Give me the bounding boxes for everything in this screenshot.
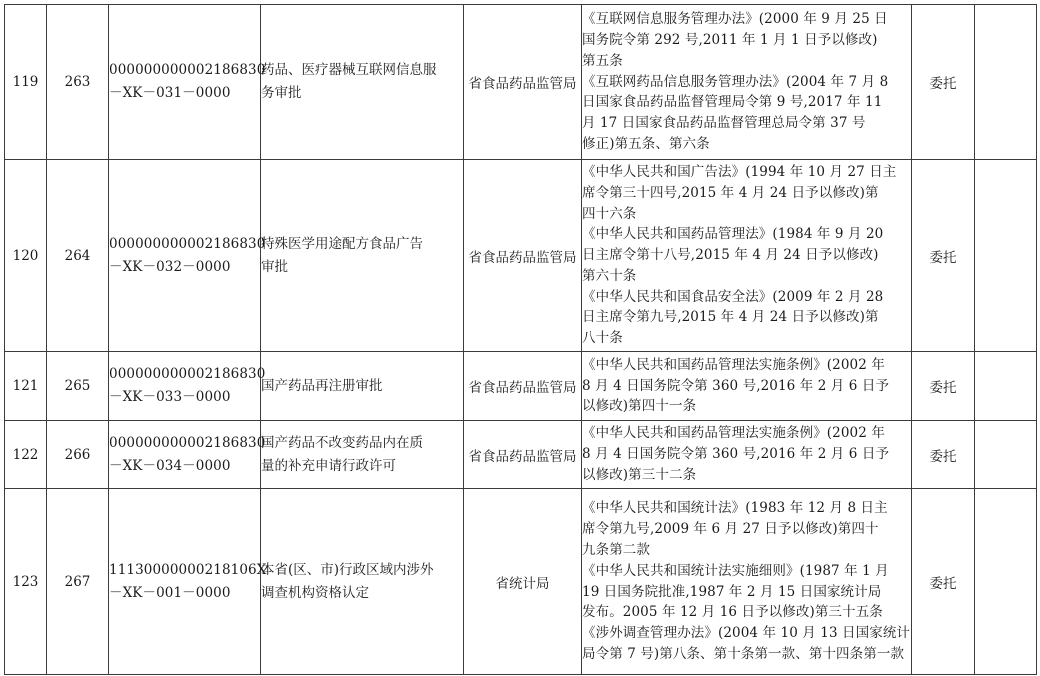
item-name-cell [261, 489, 464, 675]
department-cell [464, 160, 582, 352]
table-row [5, 421, 1037, 489]
item-code-cell [109, 160, 266, 352]
table-row [5, 160, 1037, 352]
legal-basis-line: 局令第 7 号)第八条、第十条第一款、第十四条第一款 [582, 645, 905, 662]
item-code-line: 000000000002186830 [109, 434, 266, 451]
item-code-line: －XK－001－0000 [109, 584, 231, 601]
seq-number: 122 [12, 446, 39, 463]
legal-basis-cell [582, 421, 912, 489]
legal-basis-cell [582, 5, 912, 160]
legal-basis-line: 发布。2005 年 12 月 16 日予以修改)第三十五条 [582, 604, 883, 621]
seq-number: 123 [12, 573, 39, 590]
action-cell [912, 352, 975, 421]
seq-cell [5, 160, 47, 352]
item-number: 263 [64, 74, 91, 90]
item-code-line: 000000000002186830 [109, 62, 266, 78]
legal-basis-line: 月 17 日国家食品药品监督管理总局令第 37 号 [582, 115, 866, 132]
item-code-line: －XK－031－0000 [109, 85, 231, 101]
item-name-line: 量的补充申请行政许可 [261, 457, 396, 474]
item-name-cell [261, 5, 464, 160]
item-code-cell [109, 489, 267, 675]
department-cell [464, 489, 582, 675]
legal-basis-cell [582, 489, 912, 675]
item-number: 265 [64, 378, 91, 394]
seq-number: 121 [12, 378, 39, 394]
legal-basis-line: 8 月 4 日国务院令第 360 号,2016 年 2 月 6 日予 [582, 446, 890, 463]
legal-basis-cell [582, 352, 912, 421]
legal-basis-line: 修正)第五条、第六条 [582, 135, 710, 152]
legal-basis-cell [582, 160, 912, 352]
legal-basis-line: 第六十条 [582, 267, 637, 284]
action-type: 委托 [929, 575, 957, 592]
legal-basis-line: 日国家食品药品监督管理局令第 9 号,2017 年 11 [582, 94, 883, 111]
note-cell [975, 489, 1037, 675]
item-name-line: 审批 [261, 258, 288, 275]
action-type: 委托 [929, 249, 957, 266]
note-cell [975, 5, 1037, 160]
note-cell [975, 421, 1037, 489]
item-number-cell [47, 421, 109, 489]
department-name: 省食品药品监管局 [468, 380, 577, 396]
department-name: 省食品药品监管局 [468, 448, 577, 465]
legal-basis-line: 《中华人民共和国统计法》(1983 年 12 月 8 日主 [582, 500, 888, 517]
item-code-line: －XK－033－0000 [109, 389, 231, 405]
legal-basis-line: 《中华人民共和国广告法》(1994 年 10 月 27 日主 [582, 163, 897, 180]
item-code-cell [109, 421, 266, 489]
legal-basis-line: 以修改)第四十一条 [582, 398, 697, 415]
action-cell [912, 421, 975, 489]
department-cell [464, 421, 582, 489]
legal-basis-line: 《涉外调查管理办法》(2004 年 10 月 13 日国家统计 [582, 625, 911, 642]
legal-basis-line: 日主席令第九号,2015 年 4 月 24 日予以修改)第 [582, 309, 879, 326]
action-type: 委托 [929, 380, 957, 396]
legal-basis-line: 国务院令第 292 号,2011 年 1 月 1 日予以修改) [582, 32, 878, 48]
action-type: 委托 [929, 448, 957, 465]
item-name-cell [261, 160, 464, 352]
item-number-cell [47, 489, 109, 675]
note-cell [975, 160, 1037, 352]
seq-cell [5, 489, 47, 675]
legal-basis-line: 《互联网药品信息服务管理办法》(2004 年 7 月 8 [582, 73, 889, 90]
legal-basis-line: 8 月 4 日国务院令第 360 号,2016 年 2 月 6 日予 [582, 377, 890, 394]
legal-basis-line: 《中华人民共和国统计法实施细则》(1987 年 1 月 [582, 562, 889, 579]
item-name-line: 药品、医疗器械互联网信息服 [261, 62, 437, 78]
legal-basis-line: 《中华人民共和国药品管理法实施条例》(2002 年 [582, 356, 885, 373]
item-name-line: 国产药品再注册审批 [261, 377, 383, 394]
table-row [5, 352, 1037, 421]
item-name-line: 国产药品不改变药品内在质 [261, 434, 423, 451]
legal-basis-line: 《中华人民共和国药品管理法实施条例》(2002 年 [582, 425, 885, 442]
department-cell [464, 352, 582, 421]
table-row [5, 5, 1037, 160]
seq-number: 120 [12, 247, 39, 264]
item-name-line: 调查机构资格认定 [261, 584, 369, 601]
permission-table [4, 4, 1037, 675]
seq-cell [5, 352, 47, 421]
item-number: 267 [64, 573, 91, 590]
action-cell [912, 489, 975, 675]
item-number-cell [47, 5, 109, 160]
action-cell [912, 160, 975, 352]
legal-basis-line: 九条第二款 [582, 541, 650, 558]
item-name-cell [261, 421, 464, 489]
action-type: 委托 [929, 76, 957, 92]
table-row [5, 489, 1037, 675]
legal-basis-line: 第五条 [582, 52, 623, 69]
seq-cell [5, 421, 47, 489]
item-code-line: －XK－034－0000 [109, 457, 231, 474]
legal-basis-line: 《互联网信息服务管理办法》(2000 年 9 月 25 日 [582, 11, 888, 28]
item-code-line: 11130000000218106X [109, 561, 267, 578]
department-name: 省食品药品监管局 [468, 76, 577, 92]
seq-cell [5, 5, 47, 160]
item-number-cell [47, 160, 109, 352]
item-number-cell [47, 352, 109, 421]
item-code-line: 000000000002186830 [109, 235, 266, 252]
legal-basis-line: 以修改)第三十二条 [582, 466, 697, 483]
department-cell [464, 5, 582, 160]
seq-number: 119 [12, 74, 39, 90]
legal-basis-line: 四十六条 [582, 205, 637, 222]
item-code-line: －XK－032－0000 [109, 258, 231, 275]
department-name: 省统计局 [495, 575, 550, 592]
item-name-line: 特殊医学用途配方食品广告 [261, 235, 423, 252]
item-number: 264 [64, 247, 91, 264]
legal-basis-line: 《中华人民共和国食品安全法》(2009 年 2 月 28 [582, 288, 884, 305]
legal-basis-line: 日主席令第十八号,2015 年 4 月 24 日予以修改) [582, 247, 879, 264]
item-name-line: 务审批 [261, 85, 302, 101]
legal-basis-line: 席令第九号,2009 年 6 月 27 日予以修改)第四十 [582, 521, 879, 538]
item-code-line: 000000000002186830 [109, 366, 266, 382]
action-cell [912, 5, 975, 160]
item-code-cell [109, 5, 266, 160]
legal-basis-line: 19 日国务院批准,1987 年 2 月 15 日国家统计局 [582, 583, 882, 600]
note-cell [975, 352, 1037, 421]
item-name-line: 本省(区、市)行政区域内涉外 [261, 561, 434, 578]
item-number: 266 [64, 446, 91, 463]
item-code-cell [109, 352, 266, 421]
department-name: 省食品药品监管局 [468, 249, 577, 266]
item-name-cell [261, 352, 464, 421]
legal-basis-line: 席令第三十四号,2015 年 4 月 24 日予以修改)第 [582, 184, 879, 201]
legal-basis-line: 《中华人民共和国药品管理法》(1984 年 9 月 20 [582, 226, 884, 243]
legal-basis-line: 八十条 [582, 330, 623, 347]
